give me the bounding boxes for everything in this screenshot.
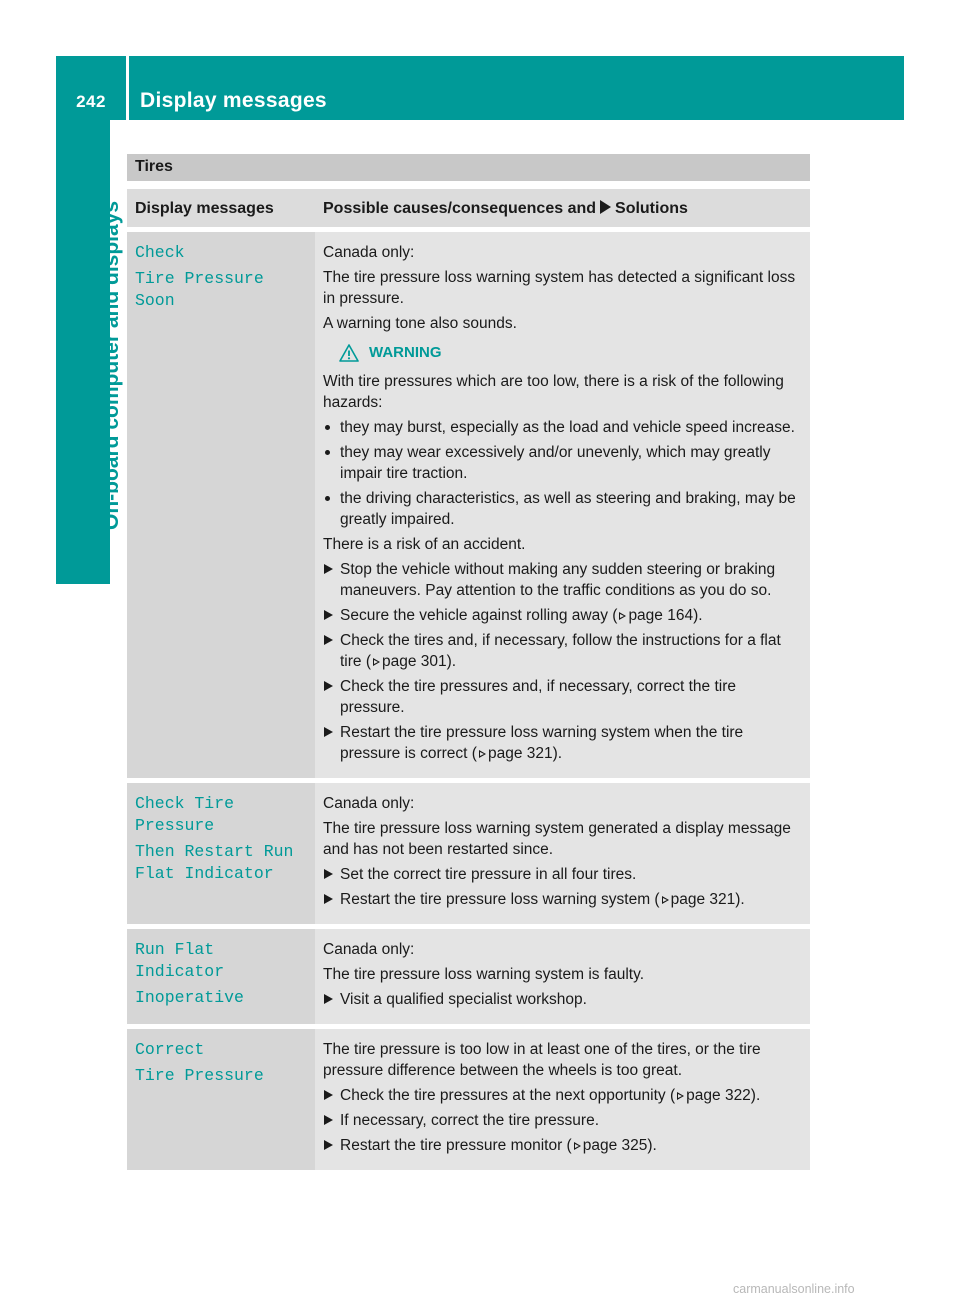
page-reference-icon bbox=[619, 612, 626, 620]
display-message-line: Tire Pressure bbox=[135, 1066, 264, 1085]
solutions-prefix: Possible causes/consequences and bbox=[323, 200, 597, 217]
page-reference[interactable]: page 321). bbox=[670, 891, 745, 908]
display-message-line: Run Flat Indicator bbox=[135, 940, 225, 981]
display-message-line: Check bbox=[135, 243, 185, 262]
warning-intro: With tire pressures which are too low, there is a risk of the following hazards: bbox=[323, 373, 784, 411]
display-message-line: Check Tire Pressure bbox=[135, 794, 235, 835]
column-header-display-messages: Display messages bbox=[127, 189, 315, 232]
action-text: Visit a qualified specialist workshop. bbox=[340, 991, 587, 1008]
message-cell bbox=[127, 783, 315, 929]
page-reference[interactable]: page 325). bbox=[582, 1137, 657, 1154]
page-reference-icon bbox=[574, 1142, 581, 1150]
section-title: Tires bbox=[127, 154, 810, 181]
warning-triangle-icon bbox=[339, 344, 359, 362]
action-step bbox=[323, 1135, 802, 1156]
action-text: Check the tire pressures and, if necessary, correct the tire pressure. bbox=[340, 678, 736, 716]
hazard-bullet bbox=[323, 488, 802, 530]
table-row bbox=[127, 783, 810, 929]
bullet-text: the driving characteristics, as well as steering and braking, may be greatly impaired. bbox=[340, 490, 796, 528]
column-header-solutions bbox=[315, 189, 810, 232]
action-step bbox=[323, 1110, 802, 1131]
action-text: Check the tire pressures at the next opportunity ( bbox=[340, 1087, 676, 1104]
action-step bbox=[323, 989, 802, 1010]
action-step bbox=[323, 676, 802, 718]
hazard-bullet bbox=[323, 442, 802, 484]
page-reference-icon bbox=[479, 750, 486, 758]
solution-cell bbox=[315, 783, 810, 929]
action-step bbox=[323, 864, 802, 885]
action-step bbox=[323, 559, 802, 601]
action-text: Secure the vehicle against rolling away ( bbox=[340, 607, 618, 624]
region-note: Canada only: bbox=[323, 795, 415, 812]
warning-label: WARNING bbox=[369, 344, 442, 361]
solutions-suffix: Solutions bbox=[615, 200, 688, 217]
table-row bbox=[127, 929, 810, 1029]
action-text: If necessary, correct the tire pressure. bbox=[340, 1112, 600, 1129]
message-cell bbox=[127, 1029, 315, 1175]
page-reference-icon bbox=[662, 896, 669, 904]
region-note: Canada only: bbox=[323, 941, 415, 958]
region-note: Canada only: bbox=[323, 244, 415, 261]
display-message-line: Then Restart Run Flat Indicator bbox=[135, 842, 294, 883]
solution-cell bbox=[315, 929, 810, 1029]
action-step bbox=[323, 722, 802, 764]
bullet-text: they may wear excessively and/or unevenly, which may greatly impair tire traction. bbox=[340, 444, 771, 482]
watermark: carmanualsonline.info bbox=[733, 1282, 855, 1296]
table-row bbox=[127, 1029, 810, 1175]
message-cell bbox=[127, 232, 315, 783]
cause-text: The tire pressure loss warning system has detected a significant loss in pressure. bbox=[323, 269, 796, 307]
message-cell bbox=[127, 929, 315, 1029]
table-header-row bbox=[127, 189, 810, 232]
page-reference[interactable]: page 164). bbox=[628, 607, 703, 624]
cause-text: The tire pressure loss warning system generated a display message and has not been restarted since. bbox=[323, 820, 791, 858]
hazard-bullet bbox=[323, 417, 802, 438]
action-step bbox=[323, 889, 802, 910]
cause-text: The tire pressure loss warning system is faulty. bbox=[323, 966, 645, 983]
action-step bbox=[323, 605, 802, 626]
action-text: Check the tires and, if necessary, follow the instructions for a flat tire ( bbox=[340, 632, 781, 670]
risk-text: There is a risk of an accident. bbox=[323, 536, 526, 553]
header-divider bbox=[126, 56, 129, 120]
action-text: Restart the tire pressure loss warning system when the tire pressure is correct ( bbox=[340, 724, 744, 762]
extra-text: A warning tone also sounds. bbox=[323, 315, 517, 332]
page-reference[interactable]: page 301). bbox=[382, 653, 457, 670]
display-message-line: Inoperative bbox=[135, 988, 244, 1007]
page-title: Display messages bbox=[140, 89, 327, 112]
solution-cell bbox=[315, 232, 810, 783]
display-message-line: Correct bbox=[135, 1040, 205, 1059]
display-message-line: Tire Pressure Soon bbox=[135, 269, 264, 310]
table-row bbox=[127, 232, 810, 783]
display-messages-table bbox=[127, 189, 810, 1175]
page-reference-icon bbox=[677, 1092, 684, 1100]
chapter-label: On-board computer and displays bbox=[100, 200, 123, 530]
action-text: Stop the vehicle without making any sudden steering or braking maneuvers. Pay attention to the traffic conditions as you do so. bbox=[340, 561, 776, 599]
page-number: 242 bbox=[76, 92, 106, 111]
bullet-text: they may burst, especially as the load and vehicle speed increase. bbox=[340, 419, 795, 436]
action-text: Restart the tire pressure monitor ( bbox=[340, 1137, 572, 1154]
page-reference-icon bbox=[373, 658, 380, 666]
action-text: Restart the tire pressure loss warning system ( bbox=[340, 891, 660, 908]
page-reference[interactable]: page 322). bbox=[686, 1087, 761, 1104]
cause-text: The tire pressure is too low in at least one of the tires, or the tire pressure difference between the wheels is too great. bbox=[323, 1041, 761, 1079]
action-step bbox=[323, 1085, 802, 1106]
warning-heading bbox=[339, 342, 802, 363]
action-text: Set the correct tire pressure in all four tires. bbox=[340, 866, 637, 883]
page-reference[interactable]: page 321). bbox=[487, 745, 563, 762]
arrow-icon bbox=[600, 200, 611, 214]
solution-cell bbox=[315, 1029, 810, 1175]
action-step bbox=[323, 630, 802, 672]
